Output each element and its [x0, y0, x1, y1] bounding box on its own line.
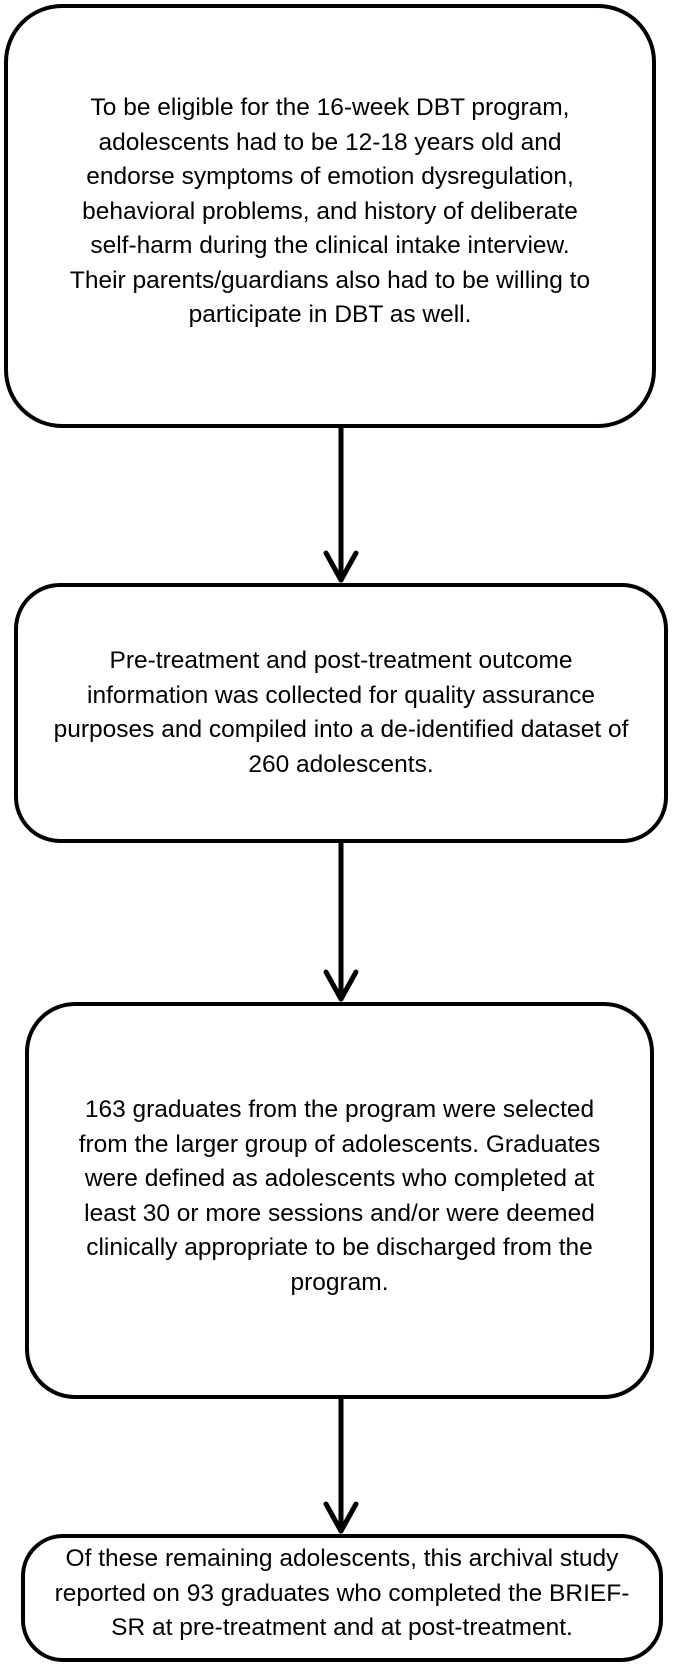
arrow-1-to-2	[326, 428, 356, 580]
flow-step-graduates	[25, 1002, 654, 1399]
flow-step-eligibility-text: To be eligible for the 16-week DBT program, adolescents had to be 12-18 years old and endorse symptoms of emotion dysregulation, behavioral problems, and history of deliberate self-harm during the clinical intake interview. Their parents/guardians also had to be willing to participate in DBT as well.	[69, 94, 591, 329]
flow-step-graduates-text: 163 graduates from the program were selected from the larger group of adolescents. Graduates were defined as adolescents who completed at least 30 or more sessions and/or were deemed clinically appropriate to be discharged from the program.	[78, 1096, 601, 1296]
flow-step-final-sample	[21, 1534, 663, 1662]
arrow-3-head	[326, 1504, 356, 1531]
flow-step-eligibility	[4, 4, 656, 428]
arrow-1-head	[326, 553, 356, 580]
arrow-3-to-4	[326, 1399, 356, 1531]
flow-step-dataset-text: Pre-treatment and post-treatment outcome information was collected for quality assurance purposes and compiled into a de-identified dataset of 260 adolescents.	[53, 647, 629, 778]
flow-step-final-sample-text: Of these remaining adolescents, this archival study reported on 93 graduates who completed the BRIEF-SR at pre-treatment and at post-treatment.	[54, 1545, 630, 1642]
arrow-2-to-3	[326, 843, 356, 999]
arrow-2-head	[326, 972, 356, 999]
flow-step-dataset	[14, 583, 668, 843]
